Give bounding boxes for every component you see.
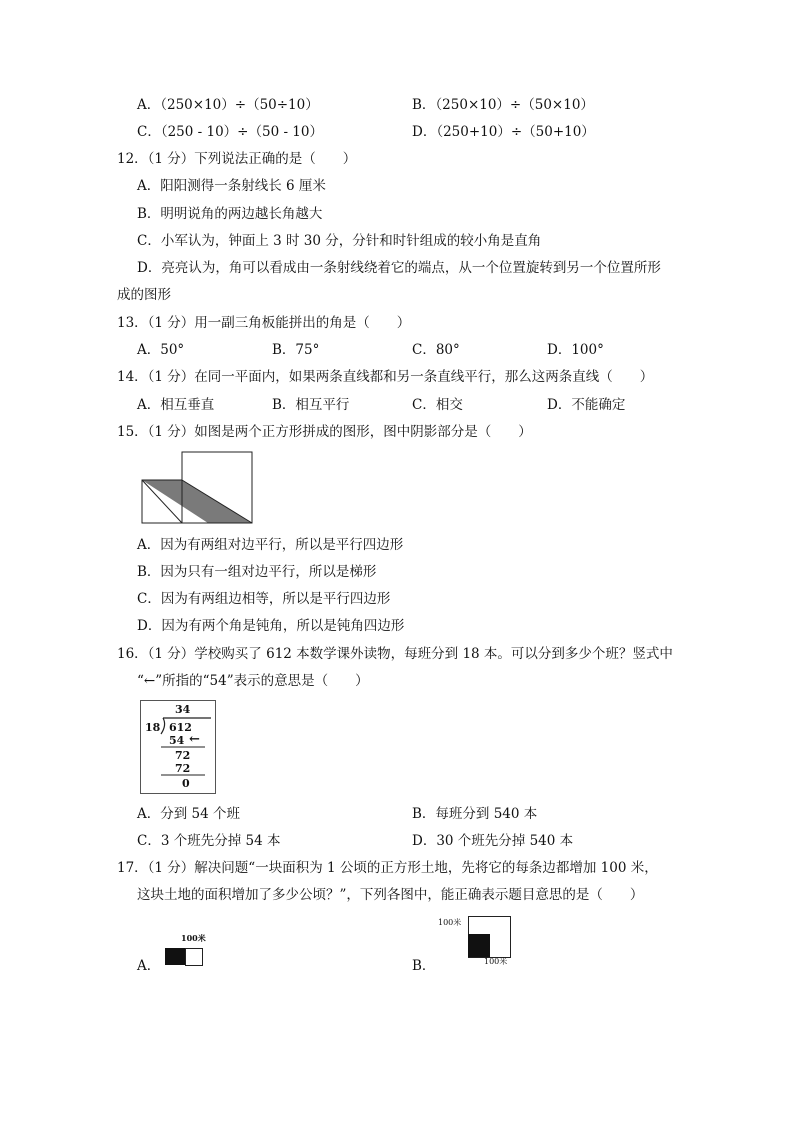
q16-option-b: B．每班分到 540 本 xyxy=(412,806,538,822)
division-step1: 54 xyxy=(169,734,185,747)
division-dividend: 612 xyxy=(169,721,192,734)
q15-option-c: C．因为有两组边相等，所以是平行四边形 xyxy=(137,591,391,607)
q17-option-a-label: A． xyxy=(137,958,161,974)
q12-option-a: A．阳阳测得一条射线长 6 厘米 xyxy=(137,178,326,194)
q16-long-division xyxy=(140,700,216,794)
q11-option-b: B．（250×10）÷（50×10） xyxy=(412,97,594,113)
q16-stem-line2: “←”所指的“54”表示的意思是（ ） xyxy=(137,673,369,689)
q16-option-c: C．3 个班先分掉 54 本 xyxy=(137,833,281,849)
q13-option-d: D．100° xyxy=(547,342,604,358)
q17-option-b-label: B． xyxy=(412,958,436,974)
q15-option-b: B．因为只有一组对边平行，所以是梯形 xyxy=(137,564,377,580)
division-step3: 72 xyxy=(175,762,191,775)
q14-stem: 14．（1 分）在同一平面内，如果两条直线都和另一条直线平行，那么这两条直线（ ） xyxy=(117,369,654,385)
q12-option-c: C．小军认为，钟面上 3 时 30 分，分针和时针组成的较小角是直角 xyxy=(137,233,542,249)
q12-option-d-line1: D．亮亮认为，角可以看成由一条射线绕着它的端点，从一个位置旋转到另一个位置所形 xyxy=(137,260,661,276)
original-square xyxy=(468,934,490,957)
q11-option-c: C．（250 - 10）÷（50 - 10） xyxy=(137,124,323,140)
q16-option-d: D．30 个班先分掉 540 本 xyxy=(412,833,574,849)
division-step2: 72 xyxy=(175,749,191,762)
q14-option-d: D．不能确定 xyxy=(547,397,626,413)
q14-option-a: A．相互垂直 xyxy=(137,397,215,413)
q15-option-a: A．因为有两组对边平行，所以是平行四边形 xyxy=(137,537,404,553)
original-square xyxy=(165,948,185,965)
q16-stem-line1: 16．（1 分）学校购买了 612 本数学课外读物，每班分到 18 本。可以分到多少个班？竖式中 xyxy=(117,646,673,662)
q14-option-c: C．相交 xyxy=(412,397,463,413)
q17-figure-a xyxy=(163,934,207,970)
q15-stem: 15．（1 分）如图是两个正方形拼成的图形，图中阴影部分是（ ） xyxy=(117,424,532,440)
division-remainder: 0 xyxy=(182,777,190,790)
q12-option-b: B．明明说角的两边越长角越大 xyxy=(137,206,323,222)
q12-option-d-line2: 成的图形 xyxy=(117,287,171,303)
q12-stem: 12．（1 分）下列说法正确的是（ ） xyxy=(117,151,357,167)
added-strip xyxy=(185,948,203,966)
q13-option-c: C．80° xyxy=(412,342,460,358)
q14-option-b: B．相互平行 xyxy=(272,397,350,413)
q11-option-d: D．（250+10）÷（50+10） xyxy=(412,124,595,140)
arrow-icon: ← xyxy=(189,732,200,747)
shaded-quadrilateral xyxy=(142,480,252,523)
q16-option-a: A．分到 54 个班 xyxy=(137,806,241,822)
q17-stem-line1: 17．（1 分）解决问题“一块面积为 1 公顷的正方形土地，先将它的每条边都增加 100 米， xyxy=(117,860,658,876)
division-divisor: 18 xyxy=(145,721,161,734)
figure-b-top-label: 100米 xyxy=(438,918,462,927)
q15-option-d: D．因为有两个角是钝角，所以是钝角四边形 xyxy=(137,618,405,634)
q13-option-b: B．75° xyxy=(272,342,320,358)
q15-two-squares-figure xyxy=(138,450,254,526)
division-quotient: 34 xyxy=(175,703,191,716)
figure-a-label: 100米 xyxy=(181,933,206,943)
q11-option-a: A．（250×10）÷（50÷10） xyxy=(137,97,319,113)
q17-stem-line2: 这块土地的面积增加了多少公顷？”，下列各图中，能正确表示题目意思的是（ ） xyxy=(137,887,644,903)
q17-figure-b xyxy=(436,914,516,970)
q13-stem: 13．（1 分）用一副三角板能拼出的角是（ ） xyxy=(117,315,411,331)
q13-option-a: A．50° xyxy=(137,342,185,358)
figure-b-bottom-label: 100米 xyxy=(484,957,508,966)
